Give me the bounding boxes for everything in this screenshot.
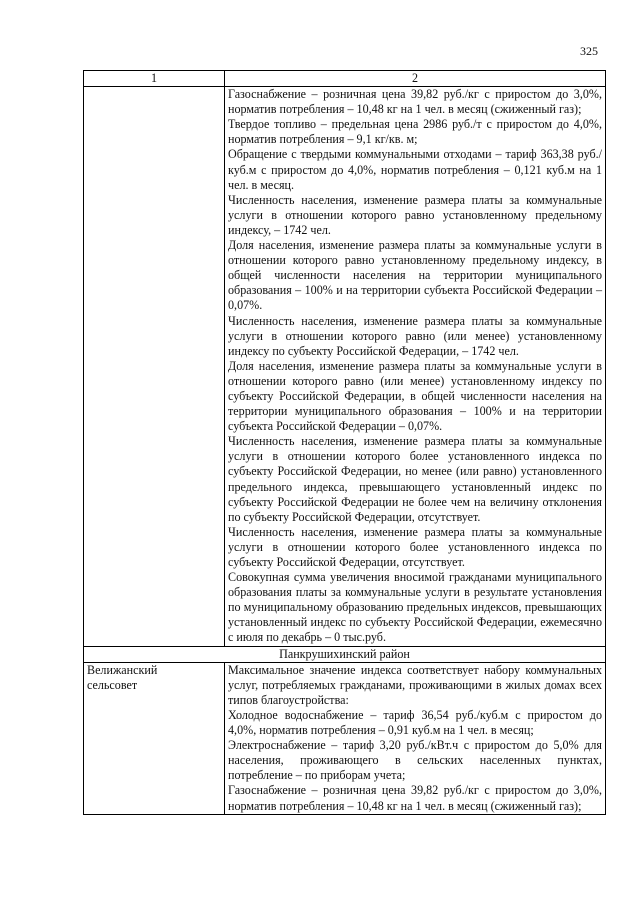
description-cell <box>225 87 606 646</box>
paragraph-share-limit: Доля населения, изменение размера платы за коммунальные услуги в отношении которого равно установленному предельному индексу, в общей численности населения на территории муниципального образования – 100% и на территории субъекта Российской Федерации – 0,07%. <box>228 238 602 313</box>
tariff-table <box>83 70 606 815</box>
paragraph-solid-fuel: Твердое топливо – предельная цена 2986 руб./т с приростом до 4,0%, норматив потребления – 9,1 кг/кв. м; <box>228 117 602 147</box>
column-header-1: 1 <box>84 71 225 87</box>
paragraph-total-increase: Совокупная сумма увеличения вносимой гражданами муниципального образования платы за коммунальные услуги в результате установления по муниципальному образованию предельных индексов, превышающих установленный индекс по субъекту Российской Федерации, ежемесячно с июля по декабрь – 0 тыс.руб. <box>228 570 602 645</box>
page-number: 325 <box>580 44 598 58</box>
paragraph-electricity: Электроснабжение – тариф 3,20 руб./кВт.ч с приростом до 5,0% для населения, проживающего в сельских населенных пунктах, потребление – по приборам учета; <box>228 738 602 783</box>
table-header-row <box>84 71 606 87</box>
table-row <box>84 87 606 646</box>
paragraph-population-deviation: Численность населения, изменение размера платы за коммунальные услуги в отношении которого более установленного индекса по субъекту Российской Федерации, но менее (или равно) установленного предельного индекса, превышающего установленный индекс по субъекту Российской Федерации не более чем на величину отклонения по субъекту Российской Федерации, отсутствует. <box>228 434 602 524</box>
paragraph-max-index: Максимальное значение индекса соответствует набору коммунальных услуг, потребляемых гражданами, проживающими в жилых домах всех типов благоустройства: <box>228 662 602 707</box>
paragraph-gas-supply: Газоснабжение – розничная цена 39,82 руб./кг с приростом до 3,0%, норматив потребления – 10,48 кг на 1 чел. в месяц (сжиженный газ); <box>228 87 602 117</box>
municipality-name-line-1: Велижанский <box>87 662 158 677</box>
section-row <box>84 646 606 662</box>
paragraph-population-above: Численность населения, изменение размера платы за коммунальные услуги в отношении которого более установленного индекса по субъекту Российской Федерации, отсутствует. <box>228 524 602 569</box>
column-header-2: 2 <box>225 71 606 87</box>
description-cell <box>225 662 606 814</box>
paragraph-population-limit: Численность населения, изменение размера платы за коммунальные услуги в отношении которого равно установленному предельному индексу, – 1742 чел. <box>228 192 602 237</box>
municipality-cell <box>84 662 225 814</box>
paragraph-gas-supply-2: Газоснабжение – розничная цена 39,82 руб./кг с приростом до 3,0%, норматив потребления – 10,48 кг на 1 чел. в месяц (сжиженный газ); <box>228 783 602 813</box>
municipality-name-line-2: сельсовет <box>87 677 138 692</box>
paragraph-share-regional: Доля населения, изменение размера платы за коммунальные услуги в отношении которого равно (или менее) установленному индексу по субъекту Российской Федерации, в общей численности населения на территории муниципального образования – 100% и на территории субъекта Российской Федерации – 0,07%. <box>228 358 602 434</box>
paragraph-solid-waste: Обращение с твердыми коммунальными отходами – тариф 363,38 руб./куб.м с приростом до 4,0%, норматив потребления – 0,121 куб.м на 1 чел. в месяц. <box>228 147 602 192</box>
paragraph-cold-water: Холодное водоснабжение – тариф 36,54 руб./куб.м с приростом до 4,0%, норматив потребления – 0,91 куб.м на 1 чел. в месяц; <box>228 707 602 738</box>
section-title: Панкрушихинский район <box>84 646 606 662</box>
paragraph-population-regional: Численность населения, изменение размера платы за коммунальные услуги в отношении которого равно (или менее) установленному индексу по субъекту Российской Федерации, – 1742 чел. <box>228 313 602 358</box>
table-row <box>84 662 606 814</box>
municipality-cell <box>84 87 225 646</box>
